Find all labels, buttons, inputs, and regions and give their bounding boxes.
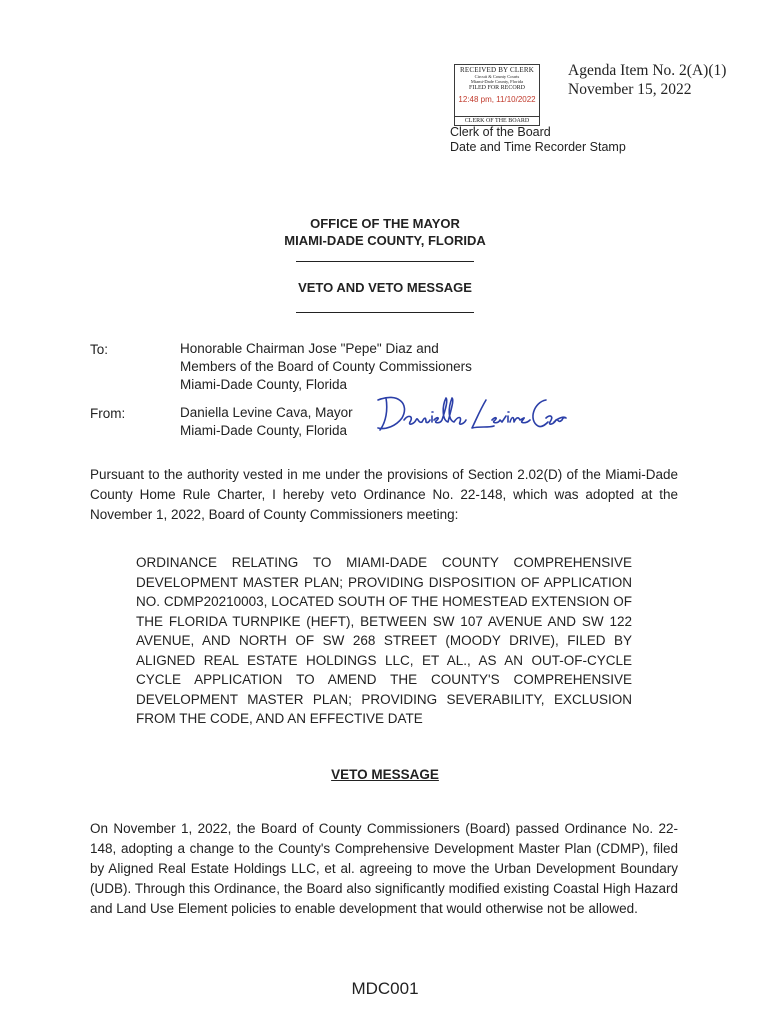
to-line1: Honorable Chairman Jose "Pepe" Diaz and bbox=[180, 341, 439, 356]
stamp-caption-line2: Date and Time Recorder Stamp bbox=[450, 140, 626, 154]
ordinance-text: ORDINANCE RELATING TO MIAMI-DADE COUNTY COMPREHENSIVE DEVELOPMENT MASTER PLAN; PROVIDING DISPOSITION OF APPLICATION NO. CDMP20210003, LOCATED SOUTH OF THE HOMESTEAD EXTENSION OF THE FLORIDA TURNPIKE (HEFT), BETWEEN SW 107 AVENUE AND SW 122 AVENUE, AND NORTH OF SW 268 STREET (MOODY DRIVE), FILED BY ALIGNED REAL ESTATE HOLDINGS LLC, ET AL., AS AN OUT-OF-CYCLE CYCLE APPLICATION TO AMEND THE COUNTY'S COMPREHENSIVE DEVELOPMENT MASTER PLAN; PROVIDING SEVERABILITY, EXCLUSION FROM THE CODE, AND AN EFFECTIVE DATE bbox=[136, 555, 632, 726]
mayor-signature bbox=[368, 386, 568, 440]
office-line1: OFFICE OF THE MAYOR bbox=[310, 216, 460, 231]
stamp-header: RECEIVED BY CLERK bbox=[460, 66, 534, 74]
agenda-block bbox=[568, 61, 726, 99]
stamp-time: 12:48 pm, 11/10/2022 bbox=[458, 95, 536, 104]
heading-rule-top bbox=[296, 261, 474, 262]
heading-rule-bottom bbox=[296, 312, 474, 313]
office-line2: MIAMI-DADE COUNTY, FLORIDA bbox=[284, 233, 486, 248]
page-footer-code: MDC001 bbox=[351, 979, 419, 998]
stamp-courts: Circuit & County Courts bbox=[474, 74, 520, 79]
stamp-location: Miami-Dade County, Florida bbox=[470, 79, 524, 84]
from-line1: Daniella Levine Cava, Mayor bbox=[180, 405, 353, 420]
stamp-caption-line1: Clerk of the Board bbox=[450, 125, 551, 139]
veto-message-heading: VETO MESSAGE bbox=[331, 767, 439, 782]
from-line2: Miami-Dade County, Florida bbox=[180, 423, 348, 438]
stamp-caption bbox=[450, 125, 626, 155]
stamp-filed: FILED FOR RECORD bbox=[468, 85, 525, 91]
from-label: From: bbox=[90, 406, 126, 421]
intro-paragraph: Pursuant to the authority vested in me under the provisions of Section 2.02(D) of the Miami-Dade County Home Rule Charter, I hereby veto Ordinance No. 22-148, which was adopted at the November 1, 2022, Board of County Commissioners meeting: bbox=[90, 467, 678, 522]
stamp-footer: CLERK OF THE BOARD bbox=[464, 118, 530, 124]
agenda-date: November 15, 2022 bbox=[568, 81, 692, 98]
from-address bbox=[180, 404, 353, 440]
office-heading bbox=[0, 215, 770, 249]
to-label: To: bbox=[90, 342, 109, 357]
agenda-item: Agenda Item No. 2(A)(1) bbox=[568, 62, 727, 79]
clerk-stamp bbox=[454, 64, 540, 126]
document-title: VETO AND VETO MESSAGE bbox=[298, 280, 472, 295]
to-line2: Members of the Board of County Commissioners bbox=[180, 359, 472, 374]
to-line3: Miami-Dade County, Florida bbox=[180, 377, 348, 392]
body-paragraph: On November 1, 2022, the Board of County Commissioners (Board) passed Ordinance No. 22-148, adopting a change to the County's Comprehensive Development Master Plan (CDMP), filed by Aligned Real Estate Holdings LLC, et al. agreeing to move the Urban Development Boundary (UDB). Through this Ordinance, the Board also significantly modified existing Coastal High Hazard and Land Use Element policies to enable development that would otherwise not be allowed. bbox=[90, 821, 678, 916]
